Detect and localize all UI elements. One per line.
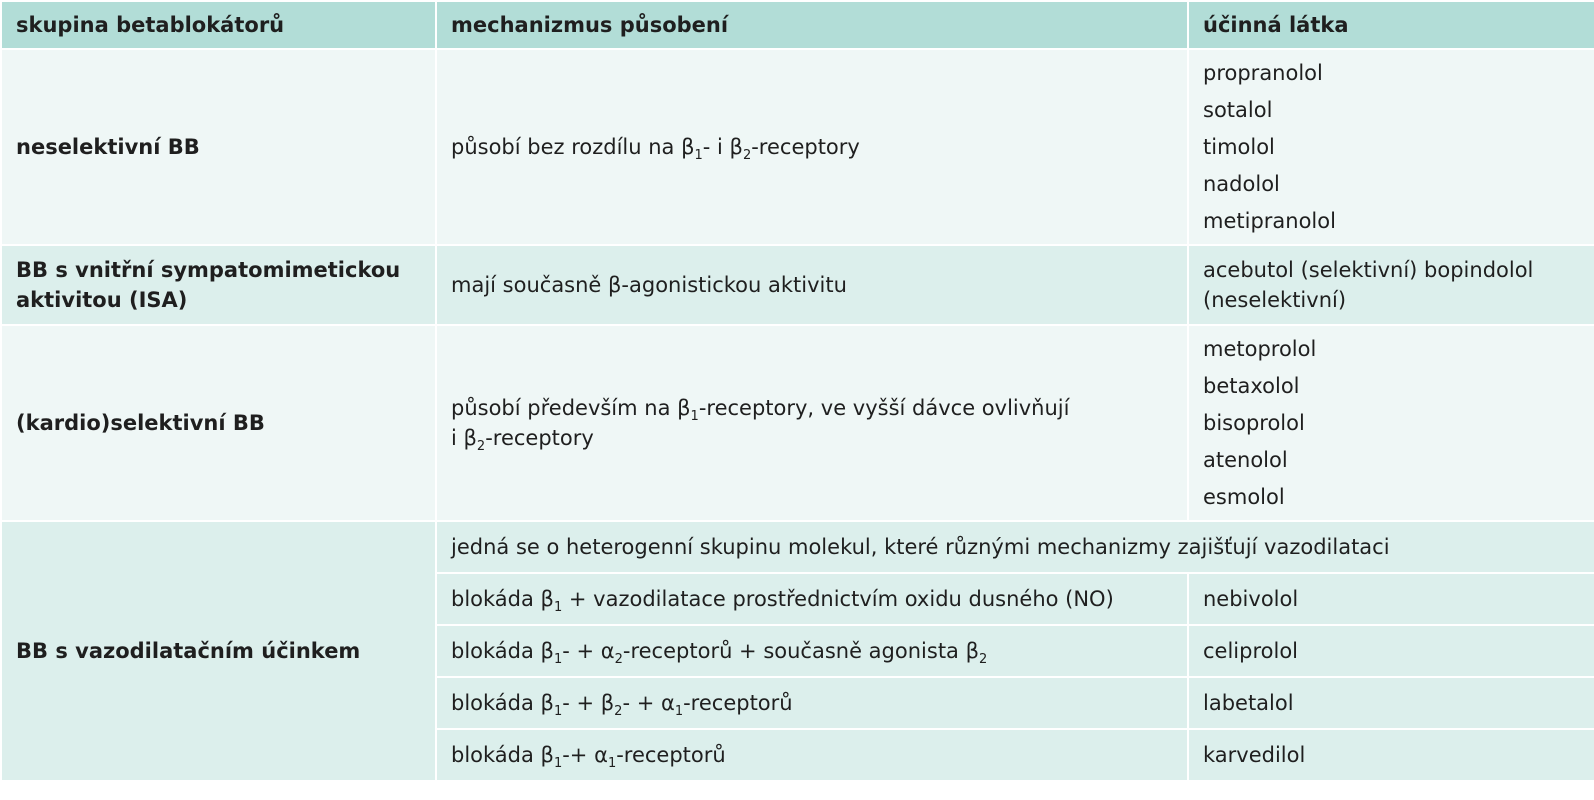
drug-item: bisoprolol <box>1203 410 1305 435</box>
mechanism-cell: blokáda $\beta_1-$ + $\alpha_2$-receptorů + současně agonista $\beta_2$ <box>436 625 1188 677</box>
substance-cell: celiprolol <box>1188 625 1594 677</box>
drug-item: sotalol <box>1203 97 1273 122</box>
mechanism-cell: mají současně β-agonistickou aktivitu <box>436 245 1188 325</box>
header-mechanism: mechanizmus působení <box>436 1 1188 49</box>
substance-cell: acebutol (selektivní) bopindolol (neselektivní) <box>1188 245 1594 325</box>
drug-item: esmolol <box>1203 484 1285 509</box>
substance-cell: labetalol <box>1188 677 1594 729</box>
substance-cell: karvedilol <box>1188 729 1594 781</box>
substance-cell <box>1188 325 1594 521</box>
drug-item: timolol <box>1203 134 1275 159</box>
header-row <box>1 1 1594 49</box>
mechanism-cell: působí především na $\beta_1$-receptory, ve vyšší dávce ovlivňují i $\beta_2$-receptory <box>436 325 1188 521</box>
mechanism-cell: blokáda $\beta_1-+$ $\alpha_1$-receptorů <box>436 729 1188 781</box>
drug-item: metoprolol <box>1203 336 1317 361</box>
table-row <box>1 325 1594 521</box>
group-cell: (kardio)selektivní BB <box>1 325 436 521</box>
mechanism-cell: blokáda $\beta_1$ + vazodilatace prostřednictvím oxidu dusného (NO) <box>436 573 1188 625</box>
table-row <box>1 245 1594 325</box>
drug-item: propranolol <box>1203 60 1323 85</box>
header-group: skupina betablokátorů <box>1 1 436 49</box>
mechanism-cell: působí bez rozdílu na $\beta_1-$ i $\beta_2$-receptory <box>436 49 1188 245</box>
table-row <box>1 521 1594 573</box>
group-cell: BB s vnitřní sympatomimetickou aktivitou (ISA) <box>1 245 436 325</box>
drug-item: betaxolol <box>1203 373 1300 398</box>
drug-item: nadolol <box>1203 171 1280 196</box>
mechanism-cell: blokáda $\beta_1- + \beta_2-$ + $\alpha_1$-receptorů <box>436 677 1188 729</box>
mechanism-intro-cell: jedná se o heterogenní skupinu molekul, které různými mechanizmy zajišťují vazodilataci <box>436 521 1594 573</box>
table-row <box>1 49 1594 245</box>
substance-cell: nebivolol <box>1188 573 1594 625</box>
drug-item: metipranolol <box>1203 208 1336 233</box>
group-cell: BB s vazodilatačním účinkem <box>1 521 436 781</box>
header-substance: účinná látka <box>1188 1 1594 49</box>
drug-item: atenolol <box>1203 447 1288 472</box>
substance-cell <box>1188 49 1594 245</box>
group-cell: neselektivní BB <box>1 49 436 245</box>
